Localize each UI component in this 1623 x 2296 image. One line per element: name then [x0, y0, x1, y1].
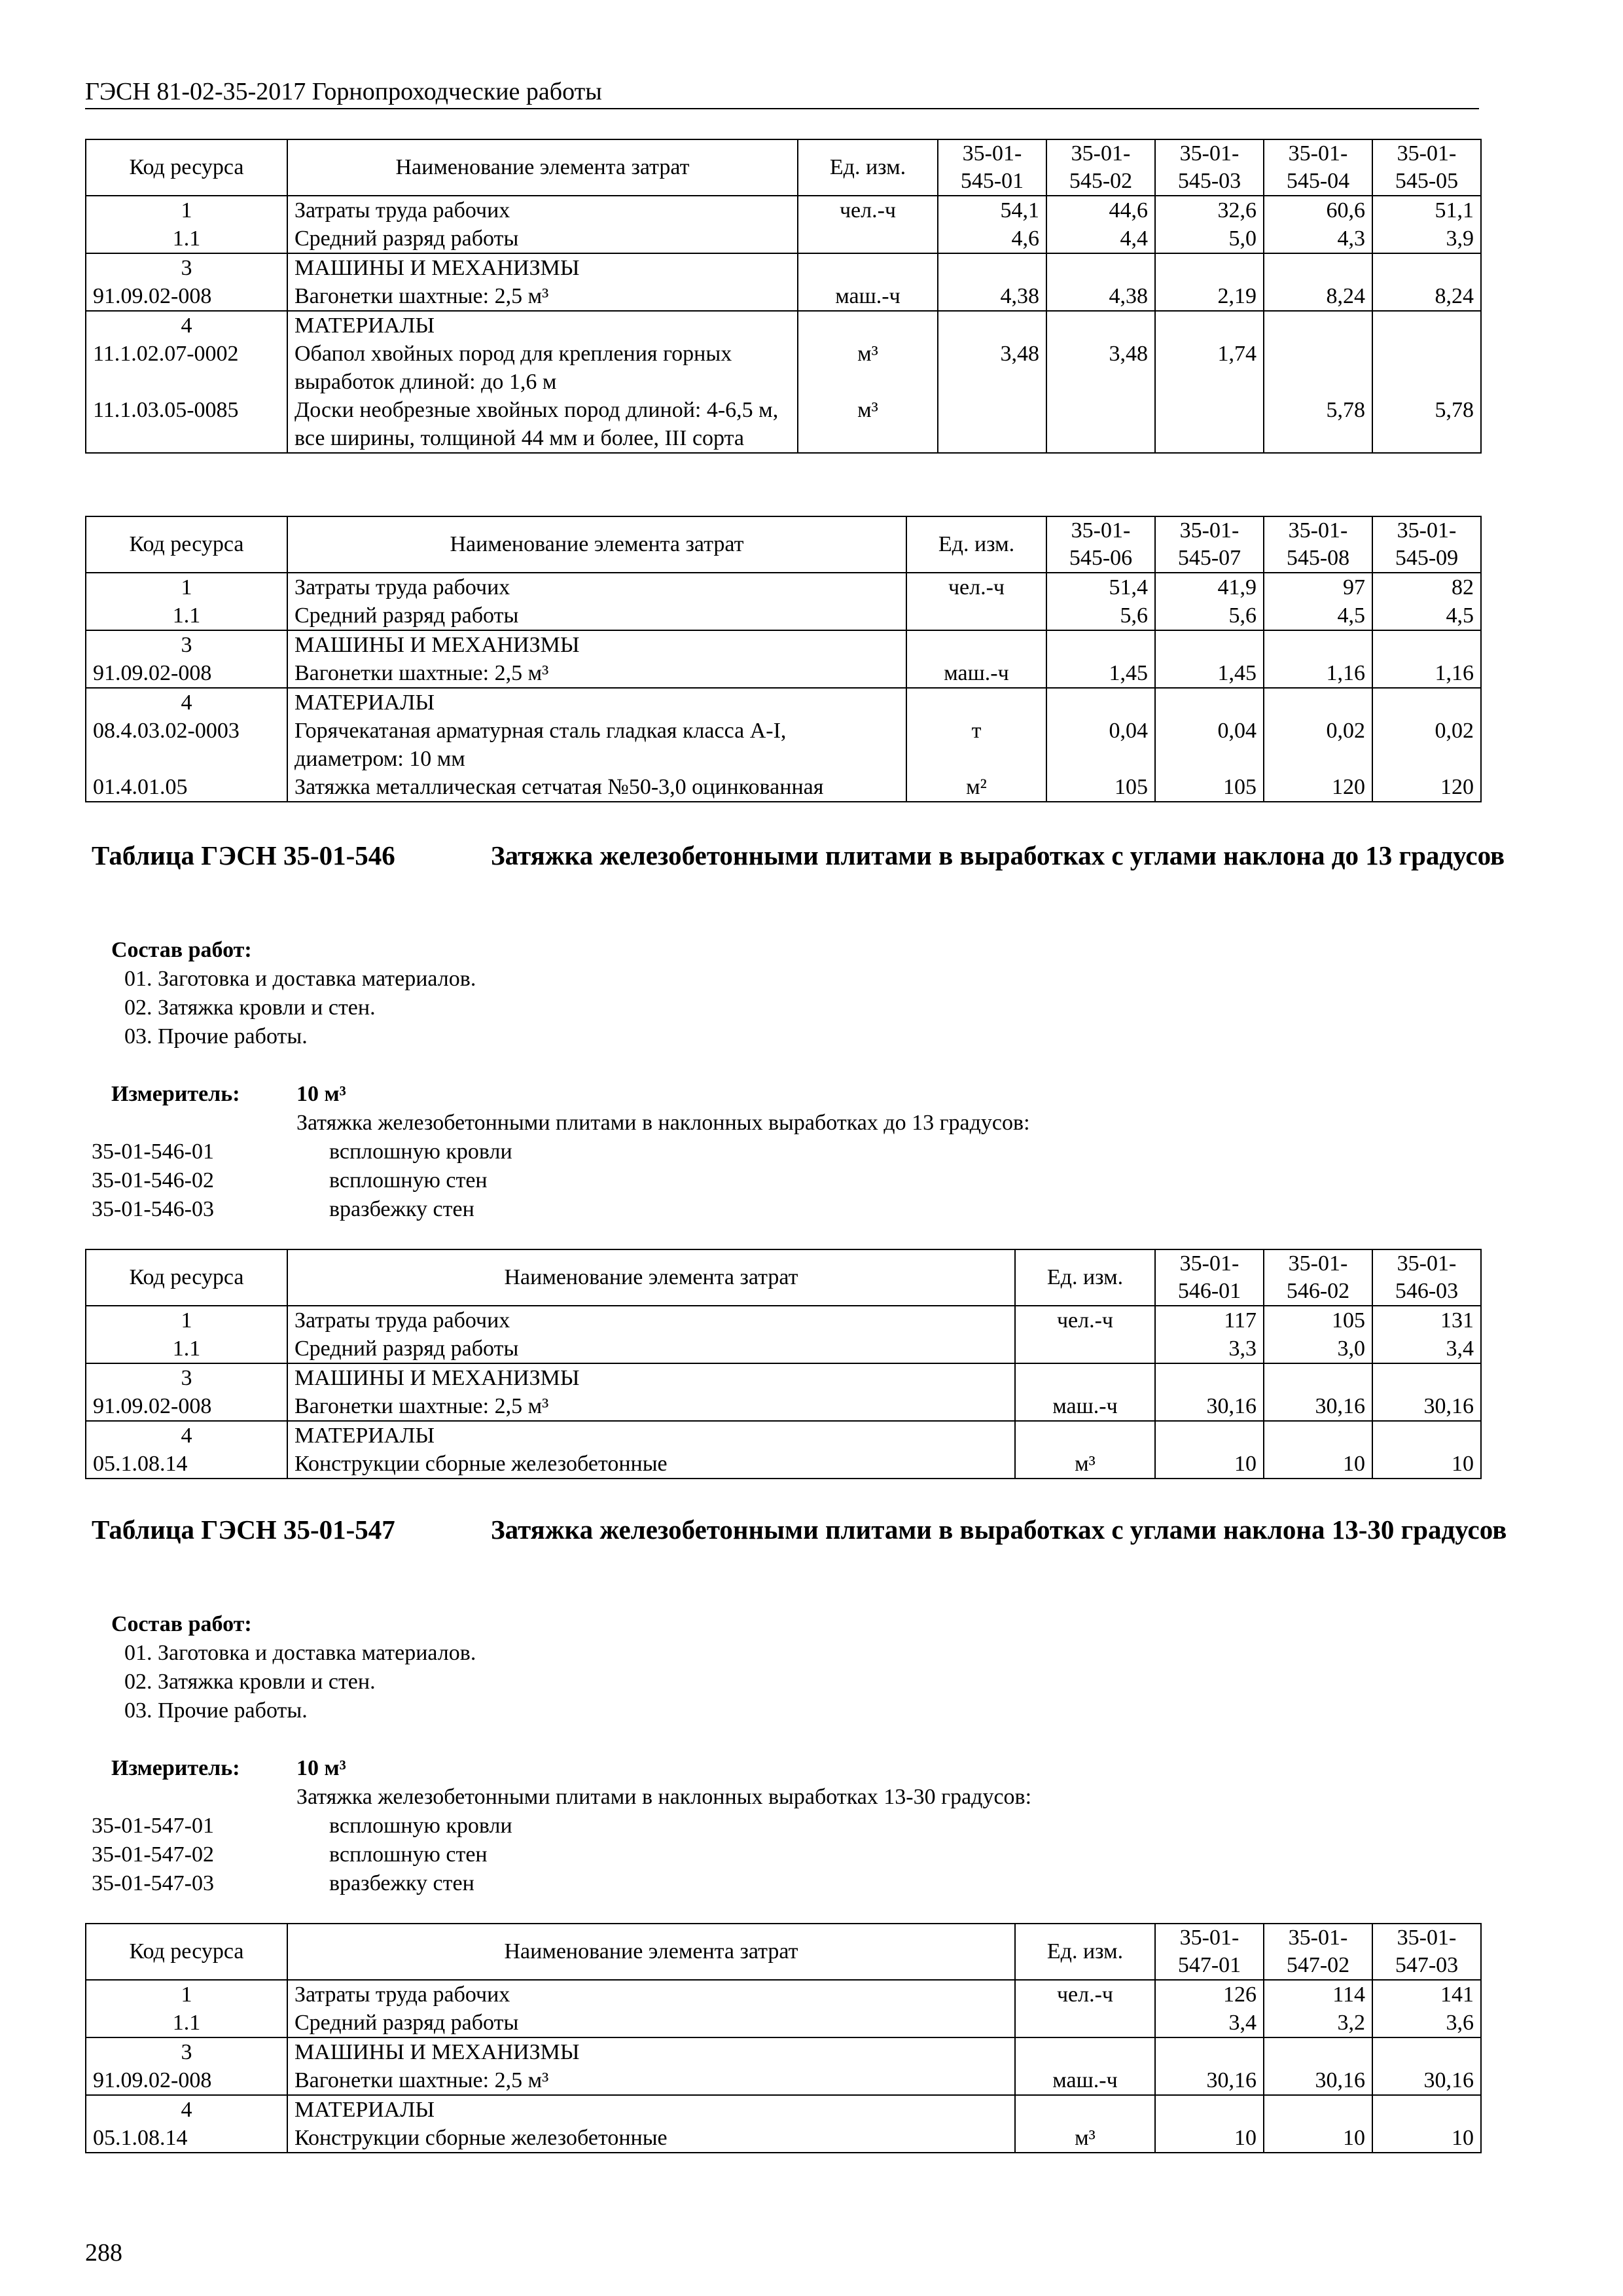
resource-code: 3 — [86, 2037, 287, 2066]
resource-name: Затраты труда рабочих — [287, 1980, 1015, 2009]
resource-name: Средний разряд работы — [287, 1335, 1015, 1363]
resource-code: 3 — [86, 253, 287, 282]
resource-value: 44,6 — [1046, 196, 1155, 224]
resource-value — [1046, 688, 1155, 717]
resource-unit: чел.-ч — [1015, 1980, 1155, 2009]
resource-code: 08.4.03.02-0003 — [86, 717, 287, 773]
resource-name: Вагонетки шахтные: 2,5 м³ — [287, 282, 798, 311]
resource-value — [1264, 253, 1372, 282]
table-row — [86, 282, 1481, 311]
table-row — [86, 2124, 1481, 2153]
measure-value: 10 м³ — [296, 1082, 346, 1106]
resource-unit — [1015, 2095, 1155, 2124]
resource-value: 3,3 — [1155, 1335, 1264, 1363]
resource-value — [1264, 1363, 1372, 1392]
resource-code: 1 — [86, 573, 287, 601]
resource-value: 5,0 — [1155, 224, 1264, 253]
resource-value: 0,04 — [1155, 717, 1264, 773]
resource-code: 05.1.08.14 — [86, 2124, 287, 2153]
resource-value: 1,74 — [1155, 340, 1264, 396]
resource-value — [1372, 340, 1481, 396]
resource-value: 51,1 — [1372, 196, 1481, 224]
table-label: Таблица ГЭСН 35-01-547 — [92, 1515, 395, 1545]
resource-code: 3 — [86, 1363, 287, 1392]
resource-table-547 — [85, 1923, 1482, 2153]
resource-value: 30,16 — [1264, 1392, 1372, 1421]
resource-unit — [1015, 1421, 1155, 1450]
resource-value — [938, 253, 1046, 282]
resource-value: 3,6 — [1372, 2009, 1481, 2037]
table-row — [86, 253, 1481, 282]
resource-value: 30,16 — [1372, 1392, 1481, 1421]
resource-unit — [906, 688, 1046, 717]
resource-name: Затраты труда рабочих — [287, 196, 798, 224]
table-row — [86, 2095, 1481, 2124]
measure-label: Измеритель: — [111, 1756, 240, 1780]
resource-value — [1372, 1363, 1481, 1392]
resource-unit — [798, 311, 938, 340]
col-header-norm: 35-01- 545-07 — [1155, 516, 1264, 573]
resource-code: 11.1.03.05-0085 — [86, 396, 287, 453]
resource-code: 1 — [86, 196, 287, 224]
resource-value — [1372, 630, 1481, 659]
resource-code: 4 — [86, 311, 287, 340]
works-label: Состав работ: — [111, 938, 252, 962]
work-code: 35-01-547-01 — [92, 1814, 214, 1838]
resource-value: 114 — [1264, 1980, 1372, 2009]
table-row — [86, 1306, 1481, 1335]
col-header-norm: 35-01- 546-01 — [1155, 1249, 1264, 1306]
table-heading: Затяжка железобетонными плитами в выработках с углами наклона 13-30 градусов — [491, 1515, 1507, 1545]
resource-value: 3,2 — [1264, 2009, 1372, 2037]
col-header-norm: 35-01- 546-02 — [1264, 1249, 1372, 1306]
resource-value — [1155, 688, 1264, 717]
work-code: 35-01-546-03 — [92, 1197, 214, 1221]
resource-unit — [1015, 2009, 1155, 2037]
resource-value: 10 — [1372, 1450, 1481, 1479]
resource-unit: маш.-ч — [1015, 2066, 1155, 2095]
resource-name: Конструкции сборные железобетонные — [287, 1450, 1015, 1479]
resource-value — [1372, 1421, 1481, 1450]
resource-unit: чел.-ч — [798, 196, 938, 224]
table-row — [86, 1980, 1481, 2009]
table-row — [86, 1363, 1481, 1392]
table-row — [86, 630, 1481, 659]
table-row — [86, 311, 1481, 340]
resource-value: 4,5 — [1264, 601, 1372, 630]
measure-block-547 — [92, 1754, 1466, 1898]
resource-table-546 — [85, 1249, 1482, 1479]
resource-value: 5,6 — [1155, 601, 1264, 630]
resource-value: 10 — [1155, 1450, 1264, 1479]
resource-value: 126 — [1155, 1980, 1264, 2009]
table-row — [86, 2066, 1481, 2095]
resource-code: 11.1.02.07-0002 — [86, 340, 287, 396]
resource-value: 4,4 — [1046, 224, 1155, 253]
work-item: 02. Затяжка кровли и стен. — [124, 1670, 376, 1694]
resource-value: 1,45 — [1046, 659, 1155, 688]
resource-value: 4,38 — [1046, 282, 1155, 311]
resource-value: 2,19 — [1155, 282, 1264, 311]
col-header-norm: 35-01- 545-03 — [1155, 139, 1264, 196]
resource-value — [1264, 630, 1372, 659]
resource-code: 1 — [86, 1306, 287, 1335]
resource-value — [1264, 1421, 1372, 1450]
resource-value: 32,6 — [1155, 196, 1264, 224]
resource-value: 30,16 — [1264, 2066, 1372, 2095]
table-title-546 — [92, 838, 1505, 910]
work-code: 35-01-547-02 — [92, 1842, 214, 1867]
resource-value — [1155, 396, 1264, 453]
resource-value: 4,6 — [938, 224, 1046, 253]
resource-value: 0,02 — [1264, 717, 1372, 773]
resource-code: 91.09.02-008 — [86, 659, 287, 688]
resource-name: МАШИНЫ И МЕХАНИЗМЫ — [287, 630, 906, 659]
resource-value — [1372, 2095, 1481, 2124]
measure-description: Затяжка железобетонными плитами в наклонных выработках до 13 градусов: — [296, 1111, 1030, 1135]
col-header-name: Наименование элемента затрат — [287, 1924, 1015, 1980]
resource-name: Вагонетки шахтные: 2,5 м³ — [287, 1392, 1015, 1421]
resource-unit: чел.-ч — [906, 573, 1046, 601]
table-row — [86, 773, 1481, 802]
resource-value: 8,24 — [1264, 282, 1372, 311]
col-header-code: Код ресурса — [86, 1924, 287, 1980]
resource-code: 4 — [86, 1421, 287, 1450]
resource-value: 4,5 — [1372, 601, 1481, 630]
resource-value: 54,1 — [938, 196, 1046, 224]
work-code: 35-01-546-02 — [92, 1168, 214, 1193]
col-header-norm: 35-01- 547-03 — [1372, 1924, 1481, 1980]
table-row — [86, 196, 1481, 224]
table-label: Таблица ГЭСН 35-01-546 — [92, 840, 395, 870]
resource-name: МАТЕРИАЛЫ — [287, 311, 798, 340]
table-header-row — [86, 516, 1481, 573]
resource-unit: т — [906, 717, 1046, 773]
work-item: 03. Прочие работы. — [124, 1698, 308, 1723]
col-header-name: Наименование элемента затрат — [287, 516, 906, 573]
resource-value: 10 — [1264, 1450, 1372, 1479]
resource-value — [1372, 688, 1481, 717]
resource-value: 120 — [1264, 773, 1372, 802]
col-header-name: Наименование элемента затрат — [287, 139, 798, 196]
work-composition-547 — [92, 1610, 1466, 1725]
resource-value: 10 — [1155, 2124, 1264, 2153]
resource-unit: м³ — [798, 396, 938, 453]
resource-value: 51,4 — [1046, 573, 1155, 601]
resource-value — [1372, 311, 1481, 340]
resource-unit: м³ — [1015, 2124, 1155, 2153]
resource-unit — [1015, 1363, 1155, 1392]
resource-name: Средний разряд работы — [287, 2009, 1015, 2037]
resource-value: 117 — [1155, 1306, 1264, 1335]
table-row — [86, 340, 1481, 396]
resource-value: 141 — [1372, 1980, 1481, 2009]
resource-value — [1046, 253, 1155, 282]
table-header-row — [86, 1249, 1481, 1306]
resource-code: 1.1 — [86, 224, 287, 253]
table-row — [86, 1392, 1481, 1421]
measure-label: Измеритель: — [111, 1082, 240, 1106]
resource-name: Затяжка металлическая сетчатая №50-3,0 оцинкованная — [287, 773, 906, 802]
table-row — [86, 1450, 1481, 1479]
work-code-desc: всплошную кровли — [329, 1814, 512, 1838]
work-item: 02. Затяжка кровли и стен. — [124, 996, 376, 1020]
resource-value: 82 — [1372, 573, 1481, 601]
resource-value — [1264, 688, 1372, 717]
resource-name: МАШИНЫ И МЕХАНИЗМЫ — [287, 253, 798, 282]
table-row — [86, 601, 1481, 630]
resource-value: 105 — [1264, 1306, 1372, 1335]
resource-code: 1.1 — [86, 1335, 287, 1363]
resource-value: 0,04 — [1046, 717, 1155, 773]
work-code-desc: всплошную стен — [329, 1168, 488, 1193]
resource-value — [1046, 311, 1155, 340]
resource-value: 0,02 — [1372, 717, 1481, 773]
resource-code: 4 — [86, 2095, 287, 2124]
resource-value — [1155, 1421, 1264, 1450]
col-header-norm: 35-01- 547-02 — [1264, 1924, 1372, 1980]
resource-name: Средний разряд работы — [287, 224, 798, 253]
resource-code: 1 — [86, 1980, 287, 2009]
measure-value: 10 м³ — [296, 1756, 346, 1780]
resource-unit: чел.-ч — [1015, 1306, 1155, 1335]
resource-value: 3,4 — [1372, 1335, 1481, 1363]
resource-value — [1155, 253, 1264, 282]
table-row — [86, 659, 1481, 688]
resource-value: 4,38 — [938, 282, 1046, 311]
resource-value: 30,16 — [1372, 2066, 1481, 2095]
resource-code: 91.09.02-008 — [86, 282, 287, 311]
resource-value — [938, 396, 1046, 453]
resource-value: 10 — [1264, 2124, 1372, 2153]
resource-unit: маш.-ч — [798, 282, 938, 311]
col-header-name: Наименование элемента затрат — [287, 1249, 1015, 1306]
resource-value: 131 — [1372, 1306, 1481, 1335]
resource-code: 3 — [86, 630, 287, 659]
resource-name: Вагонетки шахтные: 2,5 м³ — [287, 2066, 1015, 2095]
resource-unit: маш.-ч — [906, 659, 1046, 688]
resource-value: 3,4 — [1155, 2009, 1264, 2037]
table-header-row — [86, 139, 1481, 196]
works-label: Состав работ: — [111, 1612, 252, 1636]
resource-value: 5,6 — [1046, 601, 1155, 630]
resource-value: 1,16 — [1264, 659, 1372, 688]
col-header-unit: Ед. изм. — [1015, 1249, 1155, 1306]
col-header-unit: Ед. изм. — [1015, 1924, 1155, 1980]
resource-value: 105 — [1046, 773, 1155, 802]
col-header-norm: 35-01- 545-02 — [1046, 139, 1155, 196]
resource-unit: м³ — [1015, 1450, 1155, 1479]
resource-table-545-a — [85, 139, 1482, 454]
work-item: 01. Заготовка и доставка материалов. — [124, 967, 476, 991]
resource-name: Вагонетки шахтные: 2,5 м³ — [287, 659, 906, 688]
resource-code: 1.1 — [86, 2009, 287, 2037]
col-header-code: Код ресурса — [86, 139, 287, 196]
col-header-norm: 35-01- 545-06 — [1046, 516, 1155, 573]
resource-value: 60,6 — [1264, 196, 1372, 224]
resource-name: Средний разряд работы — [287, 601, 906, 630]
work-item: 01. Заготовка и доставка материалов. — [124, 1641, 476, 1665]
resource-unit — [798, 253, 938, 282]
resource-value: 4,3 — [1264, 224, 1372, 253]
table-title-547 — [92, 1512, 1507, 1584]
table-row — [86, 2009, 1481, 2037]
table-row — [86, 717, 1481, 773]
resource-unit: м³ — [798, 340, 938, 396]
resource-value: 3,9 — [1372, 224, 1481, 253]
resource-value: 10 — [1372, 2124, 1481, 2153]
resource-value: 105 — [1155, 773, 1264, 802]
work-code: 35-01-546-01 — [92, 1139, 214, 1164]
table-row — [86, 1335, 1481, 1363]
resource-value: 1,45 — [1155, 659, 1264, 688]
resource-value — [1155, 630, 1264, 659]
table-row — [86, 224, 1481, 253]
resource-name: МАТЕРИАЛЫ — [287, 1421, 1015, 1450]
table-heading: Затяжка железобетонными плитами в выработках с углами наклона до 13 градусов — [491, 840, 1505, 870]
col-header-code: Код ресурса — [86, 516, 287, 573]
resource-name: Затраты труда рабочих — [287, 573, 906, 601]
page-number: 288 — [85, 2239, 122, 2267]
resource-unit — [1015, 1335, 1155, 1363]
resource-unit: маш.-ч — [1015, 1392, 1155, 1421]
resource-value: 3,48 — [1046, 340, 1155, 396]
resource-name: МАШИНЫ И МЕХАНИЗМЫ — [287, 2037, 1015, 2066]
resource-name: МАТЕРИАЛЫ — [287, 688, 906, 717]
measure-description: Затяжка железобетонными плитами в наклонных выработках 13-30 градусов: — [296, 1785, 1032, 1809]
resource-value — [1372, 253, 1481, 282]
table-row — [86, 1421, 1481, 1450]
col-header-unit: Ед. изм. — [798, 139, 938, 196]
resource-value: 5,78 — [1264, 396, 1372, 453]
table-row — [86, 396, 1481, 453]
resource-code: 1.1 — [86, 601, 287, 630]
resource-name: Затраты труда рабочих — [287, 1306, 1015, 1335]
resource-value: 8,24 — [1372, 282, 1481, 311]
col-header-norm: 35-01- 545-08 — [1264, 516, 1372, 573]
resource-unit — [798, 224, 938, 253]
resource-value: 120 — [1372, 773, 1481, 802]
resource-value: 3,0 — [1264, 1335, 1372, 1363]
resource-value — [1264, 2095, 1372, 2124]
resource-name: Доски необрезные хвойных пород длиной: 4-6,5 м, все ширины, толщиной 44 мм и более, III сорта — [287, 396, 798, 453]
work-code-desc: вразбежку стен — [329, 1197, 474, 1221]
resource-value — [938, 311, 1046, 340]
work-code-desc: всплошную стен — [329, 1842, 488, 1867]
resource-value — [1155, 2037, 1264, 2066]
resource-value — [1046, 630, 1155, 659]
table-row — [86, 2037, 1481, 2066]
work-composition-546 — [92, 936, 1466, 1051]
resource-unit — [906, 601, 1046, 630]
measure-block-546 — [92, 1080, 1466, 1224]
resource-value — [1264, 2037, 1372, 2066]
resource-unit — [906, 630, 1046, 659]
resource-value — [1046, 396, 1155, 453]
resource-value — [1155, 2095, 1264, 2124]
table-row — [86, 573, 1481, 601]
resource-value — [1155, 1363, 1264, 1392]
resource-table-545-b — [85, 516, 1482, 802]
resource-value: 3,48 — [938, 340, 1046, 396]
resource-value — [1155, 311, 1264, 340]
resource-value: 30,16 — [1155, 2066, 1264, 2095]
resource-value — [1372, 2037, 1481, 2066]
resource-name: МАШИНЫ И МЕХАНИЗМЫ — [287, 1363, 1015, 1392]
resource-value — [1264, 311, 1372, 340]
col-header-norm: 35-01- 547-01 — [1155, 1924, 1264, 1980]
work-code: 35-01-547-03 — [92, 1871, 214, 1895]
resource-value: 1,16 — [1372, 659, 1481, 688]
resource-value: 97 — [1264, 573, 1372, 601]
resource-code: 91.09.02-008 — [86, 2066, 287, 2095]
resource-name: МАТЕРИАЛЫ — [287, 2095, 1015, 2124]
table-row — [86, 688, 1481, 717]
table-header-row — [86, 1924, 1481, 1980]
resource-code: 01.4.01.05 — [86, 773, 287, 802]
resource-value — [1264, 340, 1372, 396]
col-header-code: Код ресурса — [86, 1249, 287, 1306]
col-header-norm: 35-01- 545-05 — [1372, 139, 1481, 196]
col-header-norm: 35-01- 545-04 — [1264, 139, 1372, 196]
resource-name: Горячекатаная арматурная сталь гладкая класса А-I, диаметром: 10 мм — [287, 717, 906, 773]
resource-value: 41,9 — [1155, 573, 1264, 601]
col-header-norm: 35-01- 545-09 — [1372, 516, 1481, 573]
resource-code: 4 — [86, 688, 287, 717]
resource-name: Конструкции сборные железобетонные — [287, 2124, 1015, 2153]
resource-unit: м² — [906, 773, 1046, 802]
resource-code: 91.09.02-008 — [86, 1392, 287, 1421]
col-header-norm: 35-01- 546-03 — [1372, 1249, 1481, 1306]
resource-value: 30,16 — [1155, 1392, 1264, 1421]
work-code-desc: вразбежку стен — [329, 1871, 474, 1895]
page-header: ГЭСН 81-02-35-2017 Горнопроходческие работы — [85, 75, 1479, 109]
col-header-unit: Ед. изм. — [906, 516, 1046, 573]
resource-unit — [1015, 2037, 1155, 2066]
resource-name: Обапол хвойных пород для крепления горных выработок длиной: до 1,6 м — [287, 340, 798, 396]
resource-code: 05.1.08.14 — [86, 1450, 287, 1479]
work-item: 03. Прочие работы. — [124, 1024, 308, 1049]
resource-value: 5,78 — [1372, 396, 1481, 453]
col-header-norm: 35-01- 545-01 — [938, 139, 1046, 196]
work-code-desc: всплошную кровли — [329, 1139, 512, 1164]
